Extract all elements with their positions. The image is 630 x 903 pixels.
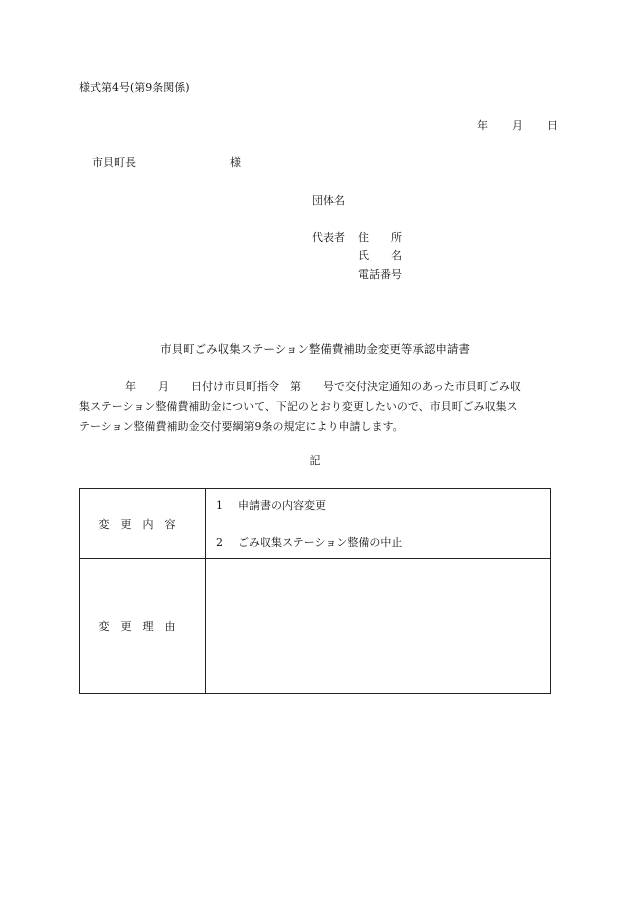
option-list [206, 489, 550, 554]
option-2-number: 2 [216, 536, 223, 549]
table-row [80, 489, 551, 559]
change-content-cell [206, 489, 551, 559]
change-reason-field[interactable] [206, 559, 551, 694]
option-1-label: 申請書の内容変更 [238, 499, 326, 512]
option-2[interactable] [206, 532, 550, 554]
month-label: 月 [512, 119, 523, 132]
org-name-label: 団体名 [312, 194, 345, 207]
phone-label: 電話番号 [358, 268, 402, 281]
ki-heading: 記 [309, 454, 321, 467]
change-reason-header: 変更理由 [80, 559, 206, 694]
body-line-2: 集ステーション整備費補助金について、下記のとおり変更したいので、市貝町ごみ収集ス [79, 400, 518, 413]
address-label: 住 所 [358, 231, 402, 244]
body-line-1: 年 月 日付け市貝町指令 第 号で交付決定通知のあった市貝町ごみ収 [125, 380, 521, 393]
document-title: 市貝町ごみ収集ステーション整備費補助金変更等承認申請書 [160, 342, 470, 356]
day-label: 日 [547, 119, 558, 132]
change-table [79, 488, 551, 694]
date-line [453, 119, 558, 132]
option-1-number: 1 [216, 499, 223, 512]
addressee-honorific: 様 [230, 156, 241, 169]
body-line-3: テーション整備費補助金交付要綱第9条の規定により申請します。 [79, 420, 404, 433]
change-content-header: 変更内容 [80, 489, 206, 559]
addressee-name: 市貝町長 [92, 156, 136, 169]
table-row [80, 559, 551, 694]
addressee [92, 156, 241, 169]
year-label: 年 [477, 119, 488, 132]
form-number: 様式第4号(第9条関係) [79, 81, 190, 94]
option-1[interactable] [206, 495, 550, 517]
name-label: 氏 名 [358, 249, 402, 262]
representative-label: 代表者 [312, 231, 345, 244]
option-2-label: ごみ収集ステーション整備の中止 [238, 536, 403, 549]
body-text [79, 377, 551, 437]
